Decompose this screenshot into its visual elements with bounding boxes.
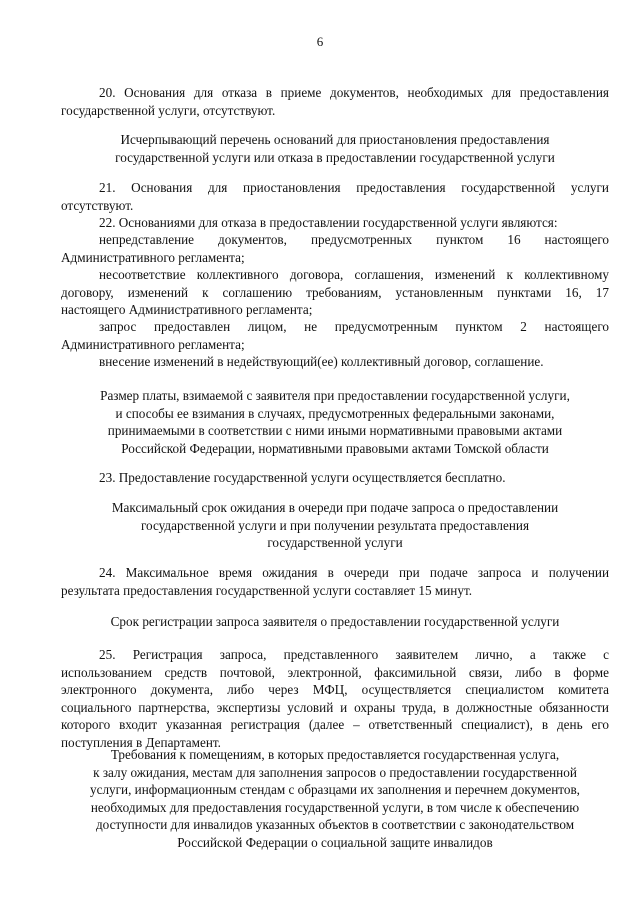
text-line: результата предоставления государственной услуги составляет 15 минут. bbox=[61, 582, 473, 598]
heading-line: Требования к помещениям, в которых предоставляется государственная услуга, bbox=[110, 747, 560, 762]
text-line: настоящего Административного регламента; bbox=[61, 302, 313, 318]
heading-line: Размер платы, взимаемой с заявителя при предоставлении государственной услуги, bbox=[100, 388, 570, 403]
paragraph-23 bbox=[61, 469, 609, 487]
heading-fee bbox=[61, 387, 609, 457]
heading-line: и способы ее взимания в случаях, предусмотренных федеральными законами, bbox=[115, 405, 555, 421]
text-line: 20. Основания для отказа в приеме документов, необходимых для предоставления bbox=[99, 85, 609, 100]
paragraph-24 bbox=[61, 564, 609, 599]
heading-line: Максимальный срок ожидания в очереди при подаче запроса о предоставлении bbox=[111, 500, 559, 515]
heading-line: Исчерпывающий перечень оснований для приостановления предоставления bbox=[120, 132, 550, 147]
paragraph-25 bbox=[61, 646, 609, 752]
heading-suspension-grounds bbox=[61, 131, 609, 166]
text-line: 23. Предоставление государственной услуги осуществляется бесплатно. bbox=[99, 470, 506, 485]
heading-line: Российской Федерации о социальной защите инвалидов bbox=[177, 834, 493, 850]
heading-line: доступности для инвалидов указанных объектов в соответствии с законодательством bbox=[95, 817, 575, 833]
heading-line: необходимых для предоставления государственной услуги, в том числе к обеспечению bbox=[90, 799, 580, 815]
heading-line: государственной услуги bbox=[267, 535, 403, 551]
refusal-item-4 bbox=[61, 353, 609, 371]
text-line: 25. Регистрация запроса, представленного заявителем лично, а также с bbox=[99, 647, 609, 662]
refusal-item-3 bbox=[61, 318, 609, 353]
heading-line: Срок регистрации запроса заявителя о предоставлении государственной услуги bbox=[110, 614, 560, 629]
paragraph-20 bbox=[61, 84, 609, 119]
text-line: Административного регламента; bbox=[61, 336, 245, 352]
text-line: 22. Основаниями для отказа в предоставлении государственной услуги являются: bbox=[99, 215, 558, 230]
text-line: 21. Основания для приостановления предоставления государственной услуги bbox=[99, 180, 609, 195]
heading-premises-requirements bbox=[61, 746, 609, 852]
heading-registration-term bbox=[61, 613, 609, 631]
text-line: несоответствие коллективного договора, соглашения, изменений к коллективному bbox=[99, 267, 609, 282]
text-line: 24. Максимальное время ожидания в очереди при подаче запроса и получении bbox=[99, 565, 609, 580]
heading-queue-time bbox=[61, 499, 609, 552]
heading-line: государственной услуги или отказа в предоставлении государственной услуги bbox=[115, 149, 555, 165]
text-line: запрос предоставлен лицом, не предусмотренным пунктом 2 настоящего bbox=[99, 319, 609, 334]
paragraph-22 bbox=[61, 214, 609, 232]
text-line: которого входит указанная регистрация (далее – ответственный специалист), в день его bbox=[61, 717, 609, 733]
refusal-item-2 bbox=[61, 266, 609, 319]
heading-line: Российской Федерации, нормативными правовыми актами Томской области bbox=[121, 440, 549, 456]
text-line: договору, изменений к соглашению требованиям, установленным пунктами 16, 17 bbox=[61, 284, 609, 300]
text-line: социального партнерства, экспертизы условий и охраны труда, в должностные обязанности bbox=[61, 699, 609, 715]
text-line: электронного документа, либо через МФЦ, осуществляется специалистом комитета bbox=[61, 682, 609, 698]
heading-line: принимаемыми в соответствии с ними иными нормативными правовыми актами bbox=[107, 423, 563, 439]
text-line: использованием средств почтовой, электронной, факсимильной связи, либо в форме bbox=[61, 664, 609, 680]
text-line: внесение изменений в недействующий(ее) коллективный договор, соглашение. bbox=[99, 354, 544, 369]
text-line: государственной услуги, отсутствуют. bbox=[61, 102, 276, 118]
page-number: 6 bbox=[316, 34, 324, 49]
paragraph-21 bbox=[61, 179, 609, 214]
text-line: Административного регламента; bbox=[61, 249, 245, 265]
heading-line: к залу ожидания, местам для заполнения запросов о предоставлении государственной bbox=[93, 764, 577, 780]
text-line: поступления в Департамент. bbox=[61, 734, 221, 750]
refusal-item-1 bbox=[61, 231, 609, 266]
text-line: непредставление документов, предусмотренных пунктом 16 настоящего bbox=[99, 232, 609, 247]
text-line: отсутствуют. bbox=[61, 197, 134, 213]
heading-line: государственной услуги и при получении результата предоставления bbox=[140, 517, 530, 533]
heading-line: услуги, информационным стендам с образцами их заполнения и перечнем документов, bbox=[90, 782, 580, 798]
